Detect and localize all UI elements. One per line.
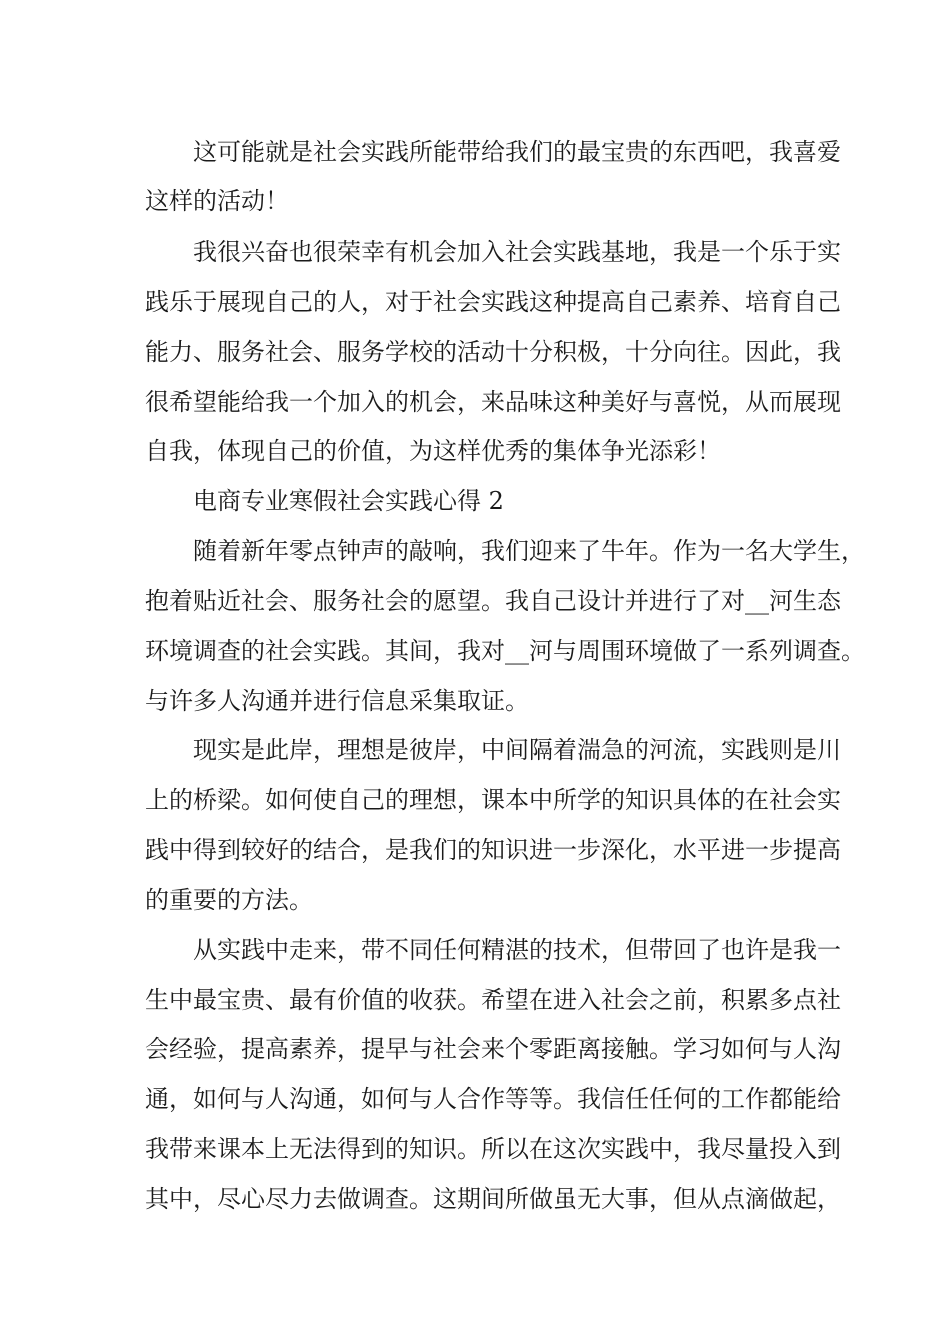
paragraph-2-line-2: 践乐于展现自己的人，对于社会实践这种提高自己素养、培育自己	[145, 288, 841, 316]
paragraph-2-line-4: 很希望能给我一个加入的机会，来品味这种美好与喜悦，从而展现	[145, 388, 841, 416]
paragraph-4-line-1: 现实是此岸，理想是彼岸，中间隔着湍急的河流，实践则是川	[193, 736, 841, 764]
paragraph-5-line-5: 我带来课本上无法得到的知识。所以在这次实践中，我尽量投入到	[145, 1135, 841, 1163]
paragraph-3-line-4: 与许多人沟通并进行信息采集取证。	[145, 687, 529, 715]
paragraph-1-line-2: 这样的活动！	[145, 187, 289, 215]
paragraph-2-line-1: 我很兴奋也很荣幸有机会加入社会实践基地，我是一个乐于实	[193, 238, 841, 266]
paragraph-1-line-1: 这可能就是社会实践所能带给我们的最宝贵的东西吧，我喜爱	[193, 138, 841, 166]
paragraph-5-line-1: 从实践中走来，带不同任何精湛的技术，但带回了也许是我一	[193, 936, 841, 964]
paragraph-3-line-1: 随着新年零点钟声的敲响，我们迎来了牛年。作为一名大学生，	[193, 537, 865, 565]
paragraph-5-line-6: 其中，尽心尽力去做调查。这期间所做虽无大事，但从点滴做起，	[145, 1185, 841, 1213]
paragraph-4-line-2: 上的桥梁。如何使自己的理想，课本中所学的知识具体的在社会实	[145, 786, 841, 814]
paragraph-5-line-2: 生中最宝贵、最有价值的收获。希望在进入社会之前，积累多点社	[145, 986, 841, 1014]
paragraph-3-line-3: 环境调查的社会实践。其间，我对__河与周围环境做了一系列调查。	[145, 637, 865, 665]
paragraph-5-line-3: 会经验，提高素养，提早与社会来个零距离接触。学习如何与人沟	[145, 1035, 841, 1063]
paragraph-2-line-3: 能力、服务社会、服务学校的活动十分积极，十分向往。因此，我	[145, 338, 841, 366]
section-heading: 电商专业寒假社会实践心得 2	[193, 487, 504, 515]
paragraph-2-line-5: 自我，体现自己的价值，为这样优秀的集体争光添彩！	[145, 437, 721, 465]
paragraph-5-line-4: 通，如何与人沟通，如何与人合作等等。我信任任何的工作都能给	[145, 1085, 841, 1113]
paragraph-4-line-3: 践中得到较好的结合，是我们的知识进一步深化，水平进一步提高	[145, 836, 841, 864]
paragraph-4-line-4: 的重要的方法。	[145, 886, 313, 914]
paragraph-3-line-2: 抱着贴近社会、服务社会的愿望。我自己设计并进行了对__河生态	[145, 587, 841, 615]
